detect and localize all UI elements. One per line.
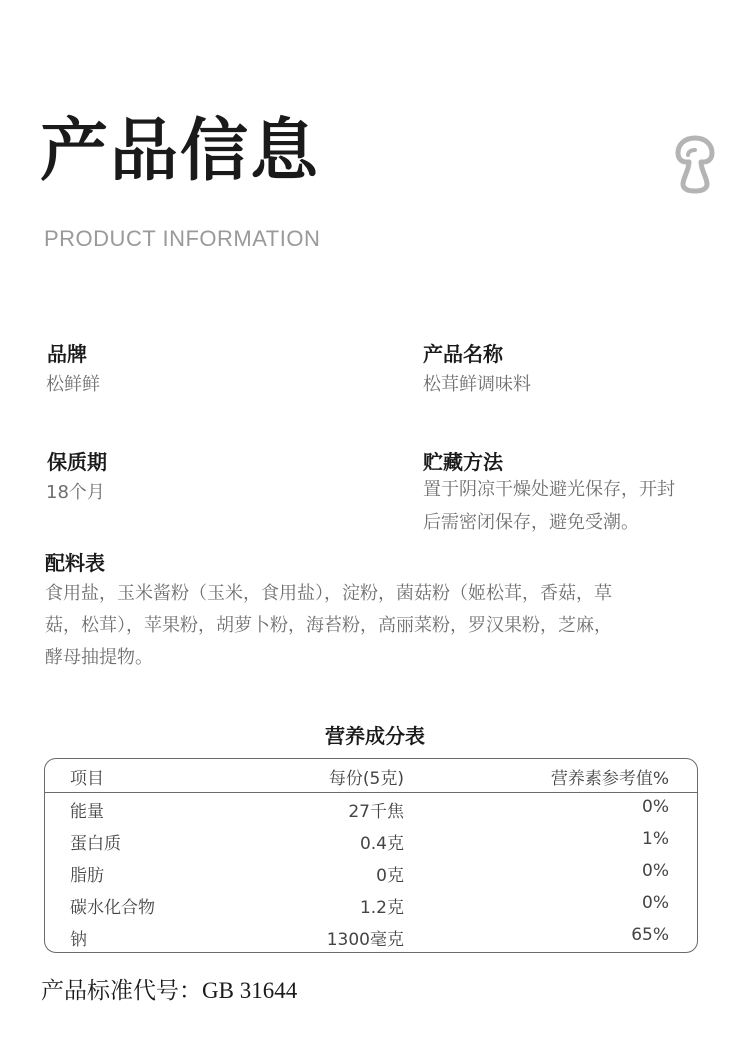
shelf-life-label: 保质期 — [47, 450, 107, 474]
row-amount: 0.4克 — [359, 834, 404, 854]
shelf-life-value: 18个月 — [46, 482, 105, 503]
ingredients-line-1: 食用盐，玉米酱粉（玉米，食用盐），淀粉，菌菇粉（姬松茸，香菇，草 — [45, 583, 612, 604]
nutrition-title: 营养成分表 — [325, 724, 425, 748]
row-item: 钠 — [70, 930, 87, 950]
row-nrv: 0% — [642, 797, 669, 817]
header-item: 项目 — [70, 769, 104, 789]
row-amount: 27千焦 — [348, 802, 404, 822]
ingredients-text — [45, 578, 715, 674]
storage-line-1: 置于阴凉干燥处避光保存，开封 — [423, 479, 675, 500]
row-amount: 0克 — [376, 866, 404, 886]
product-standard-code: 产品标准代号：GB 31644 — [41, 978, 298, 1003]
ingredients-label: 配料表 — [45, 551, 105, 575]
page-title: 产品信息 — [40, 112, 321, 191]
header-nrv: 营养素参考值% — [550, 769, 669, 789]
row-amount: 1.2克 — [359, 898, 404, 918]
storage-label: 贮藏方法 — [423, 450, 503, 474]
page-subtitle: PRODUCT INFORMATION — [44, 226, 321, 251]
ingredients-line-2: 菇，松茸），苹果粉，胡萝卜粉，海苔粉，高丽菜粉，罗汉果粉，芝麻， — [45, 615, 612, 636]
ingredients-line-3: 酵母抽提物。 — [45, 647, 153, 668]
nutrition-header-row — [45, 759, 697, 793]
row-nrv: 0% — [642, 861, 669, 881]
brand-label: 品牌 — [47, 342, 87, 366]
brand-value: 松鲜鲜 — [46, 374, 100, 395]
row-nrv: 65% — [631, 925, 669, 945]
row-nrv: 1% — [642, 829, 669, 849]
row-item: 蛋白质 — [70, 834, 121, 854]
mushroom-logo-icon — [674, 134, 716, 194]
row-amount: 1300毫克 — [326, 930, 404, 950]
row-item: 脂肪 — [70, 866, 104, 886]
product-name-value: 松茸鲜调味料 — [423, 374, 531, 395]
header-per-serving: 每份(5克) — [328, 769, 404, 789]
row-item: 能量 — [70, 802, 104, 822]
product-name-label: 产品名称 — [423, 342, 503, 366]
nutrition-table — [44, 758, 698, 953]
storage-line-2: 后需密闭保存，避免受潮。 — [423, 512, 639, 533]
row-nrv: 0% — [642, 893, 669, 913]
row-item: 碳水化合物 — [70, 898, 155, 918]
